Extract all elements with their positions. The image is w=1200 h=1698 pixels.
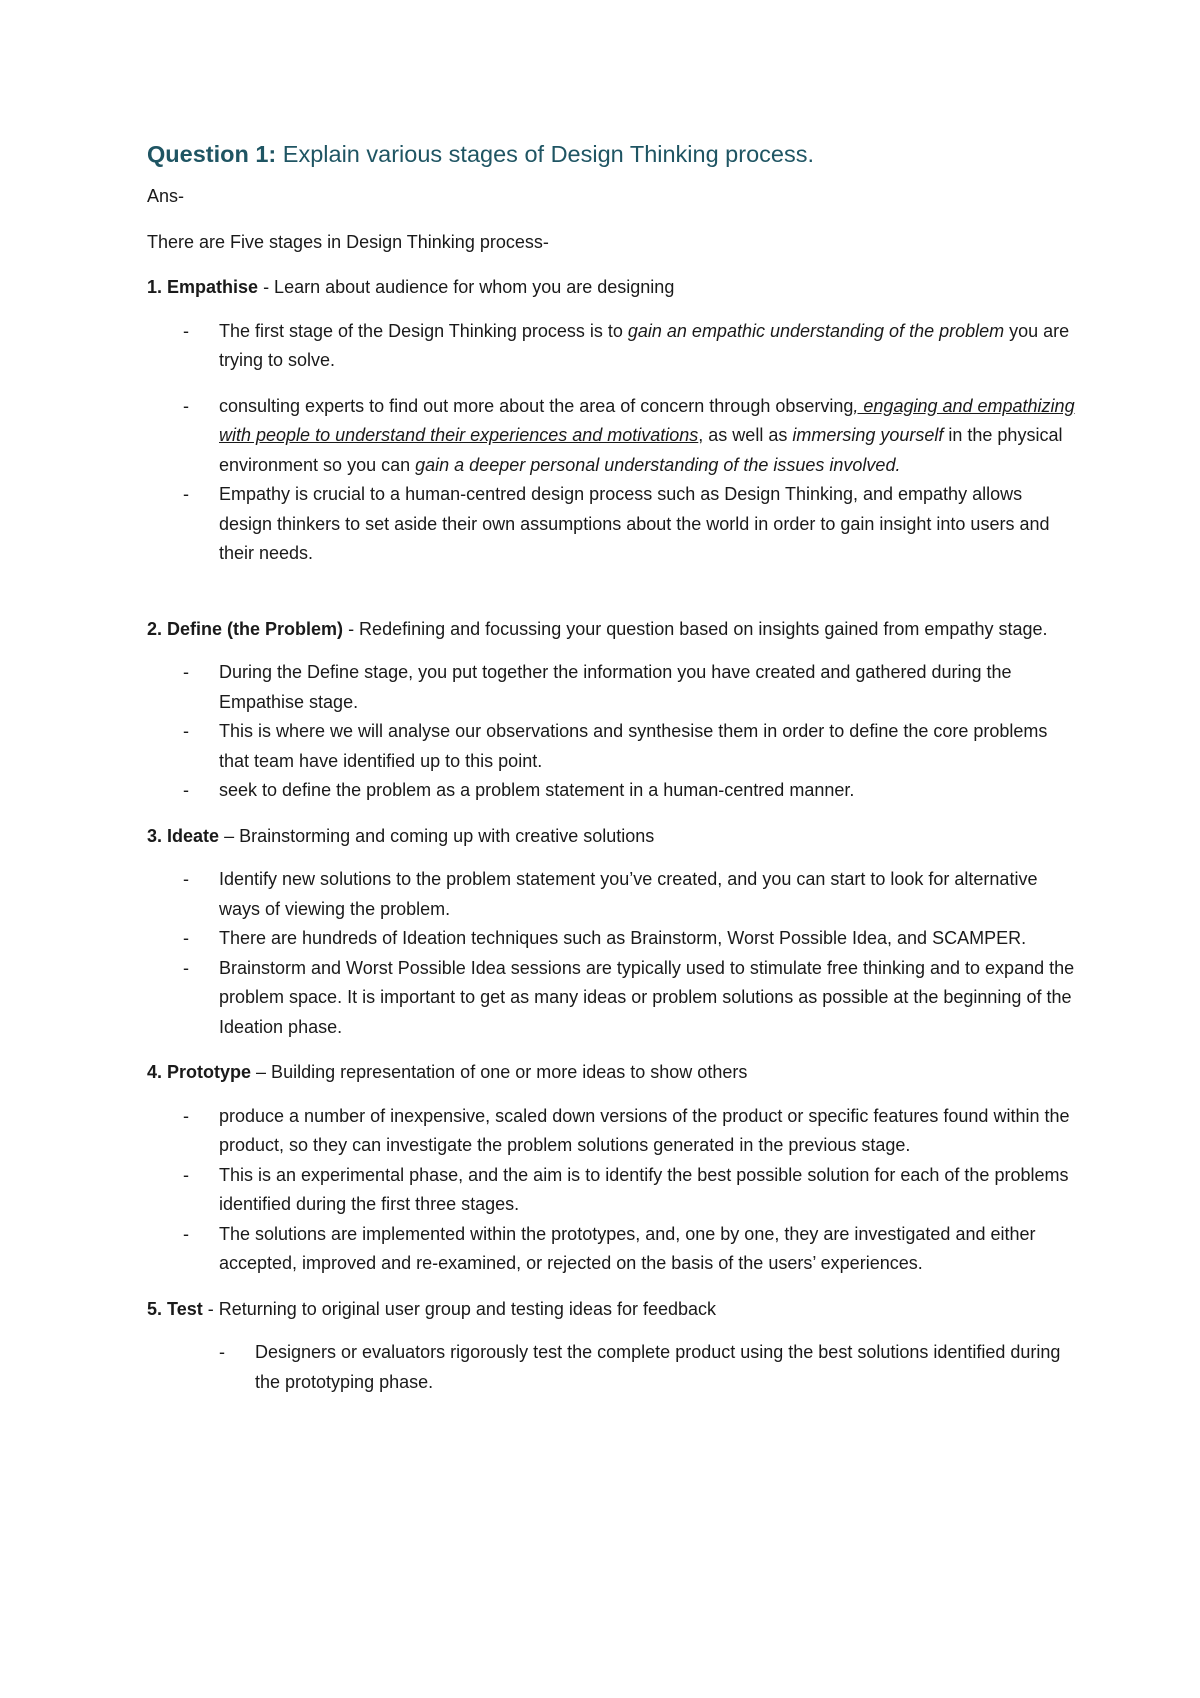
bullet-text: This is an experimental phase, and the aim is to identify the best possible solution for each of the problems identified during the first three stages.	[219, 1164, 1069, 1214]
bullet-dash: -	[183, 395, 189, 416]
bullet-text: This is where we will analyse our observations and synthesise them in order to define the core problems that team have identified up to this point.	[219, 721, 1048, 771]
bullet-dash: -	[219, 1342, 225, 1362]
bullet-text: Designers or evaluators rigorously test the complete product using the best solutions identified during the prototyping phase.	[255, 1342, 1061, 1392]
bullet-text: produce a number of inexpensive, scaled down versions of the product or specific features found within the product, so they can investigate the problem solutions generated in the previous stage.	[219, 1105, 1070, 1155]
stage-name: Ideate	[167, 825, 220, 846]
bullet-text: gain a deeper personal understanding of the issues involved.	[415, 454, 901, 475]
bullet-dash: -	[183, 662, 189, 682]
stage-name: Test	[167, 1298, 203, 1319]
bullet-item	[147, 717, 1077, 776]
stage-number: 1.	[147, 277, 163, 297]
bullet-item	[147, 1161, 1077, 1220]
document-page	[147, 138, 1077, 1413]
bullet-dash: -	[183, 320, 189, 341]
bullet-text: The solutions are implemented within the prototypes, and, one by one, they are investigated and either accepted, improved and re-examined, or rejected on the basis of the users’ experiences.	[219, 1223, 1036, 1273]
stage-name: Prototype	[167, 1062, 252, 1082]
question-heading	[147, 138, 1077, 170]
bullet-item	[147, 317, 1077, 376]
stage-description: – Brainstorming and coming up with creative solutions	[219, 825, 655, 846]
stage-bullet-list	[147, 1102, 1077, 1279]
bullet-item	[147, 1220, 1077, 1279]
bullet-text: The first stage of the Design Thinking process is to	[219, 320, 628, 341]
stage-title	[147, 273, 1077, 303]
stage-number: 2.	[147, 618, 163, 639]
bullet-text: There are hundreds of Ideation techniques such as Brainstorm, Worst Possible Idea, and SCAMPER.	[219, 928, 1027, 948]
stage-bullet-list	[147, 1338, 1077, 1397]
bullet-item	[147, 924, 1077, 954]
stage-bullet-list	[147, 317, 1077, 569]
bullet-item	[147, 1102, 1077, 1161]
bullet-dash: -	[183, 1105, 189, 1126]
stage-number: 3.	[147, 825, 163, 846]
bullet-text: , engaging and empathizing with people to understand their experiences and motivations	[219, 395, 1075, 445]
stage-description: - Returning to original user group and testing ideas for feedback	[202, 1298, 717, 1319]
bullet-text: immersing yourself	[792, 425, 944, 445]
bullet-text: Empathy is crucial to a human-centred design process such as Design Thinking, and empathy allows design thinkers to set aside their own assumptions about the world in order to gain insight into users and their needs.	[219, 484, 1050, 563]
bullet-item	[147, 480, 1077, 569]
bullet-dash: -	[183, 1164, 189, 1185]
bullet-text: Identify new solutions to the problem statement you’ve created, and you can start to look for alternative ways of viewing the problem.	[219, 869, 1038, 919]
stage-title	[147, 1058, 1077, 1088]
question-text: Explain various stages of Design Thinking process.	[276, 141, 815, 167]
stage-section	[147, 273, 1077, 569]
stage-description: - Redefining and focussing your question based on insights gained from empathy stage.	[343, 618, 1048, 639]
stage-title	[147, 1295, 1077, 1325]
bullet-dash: -	[183, 721, 189, 741]
bullet-text: seek to define the problem as a problem statement in a human-centred manner.	[219, 780, 855, 800]
bullet-text: During the Define stage, you put together the information you have created and gathered during the Empathise stage.	[219, 662, 1012, 712]
bullet-item	[147, 658, 1077, 717]
bullet-dash: -	[183, 1223, 189, 1244]
bullet-item	[147, 776, 1077, 806]
bullet-item	[147, 954, 1077, 1043]
bullet-dash: -	[183, 928, 189, 948]
bullet-dash: -	[183, 869, 189, 889]
bullet-text: gain an empathic understanding of the problem	[627, 320, 1005, 341]
stage-title	[147, 822, 1077, 852]
bullet-item	[147, 392, 1077, 481]
stage-section	[147, 615, 1077, 806]
answer-label: Ans-	[147, 186, 185, 206]
stage-title	[147, 615, 1077, 645]
bullet-item	[147, 865, 1077, 924]
question-label: Question 1:	[147, 141, 277, 167]
bullet-text: you are trying to solve.	[219, 320, 1070, 370]
stage-bullet-list	[147, 658, 1077, 806]
bullet-dash: -	[183, 780, 189, 800]
intro-text: There are Five stages in Design Thinking process-	[147, 231, 549, 252]
bullet-text: Brainstorm and Worst Possible Idea sessions are typically used to stimulate free thinking and to expand the problem space. It is important to get as many ideas or problem solutions as possible at the beginning of the Ideation phase.	[219, 957, 1075, 1037]
stage-number: 5.	[147, 1298, 163, 1319]
bullet-dash: -	[183, 957, 189, 978]
bullet-item	[147, 1338, 1077, 1397]
stage-description: – Building representation of one or more ideas to show others	[251, 1062, 748, 1082]
stage-bullet-list	[147, 865, 1077, 1042]
stage-section	[147, 822, 1077, 1043]
bullet-text: consulting experts to find out more about the area of concern through observing	[219, 395, 854, 416]
stage-number: 4.	[147, 1062, 163, 1082]
stage-name: Empathise	[167, 277, 259, 297]
stage-section	[147, 1058, 1077, 1279]
stage-section	[147, 1295, 1077, 1398]
bullet-text: , as well as	[698, 425, 793, 445]
stage-name: Define (the Problem)	[167, 618, 344, 639]
bullet-text: in the physical environment so you can	[219, 425, 1063, 475]
bullet-dash: -	[183, 484, 189, 504]
stages-list	[147, 273, 1077, 1397]
stage-description: - Learn about audience for whom you are designing	[258, 277, 675, 297]
